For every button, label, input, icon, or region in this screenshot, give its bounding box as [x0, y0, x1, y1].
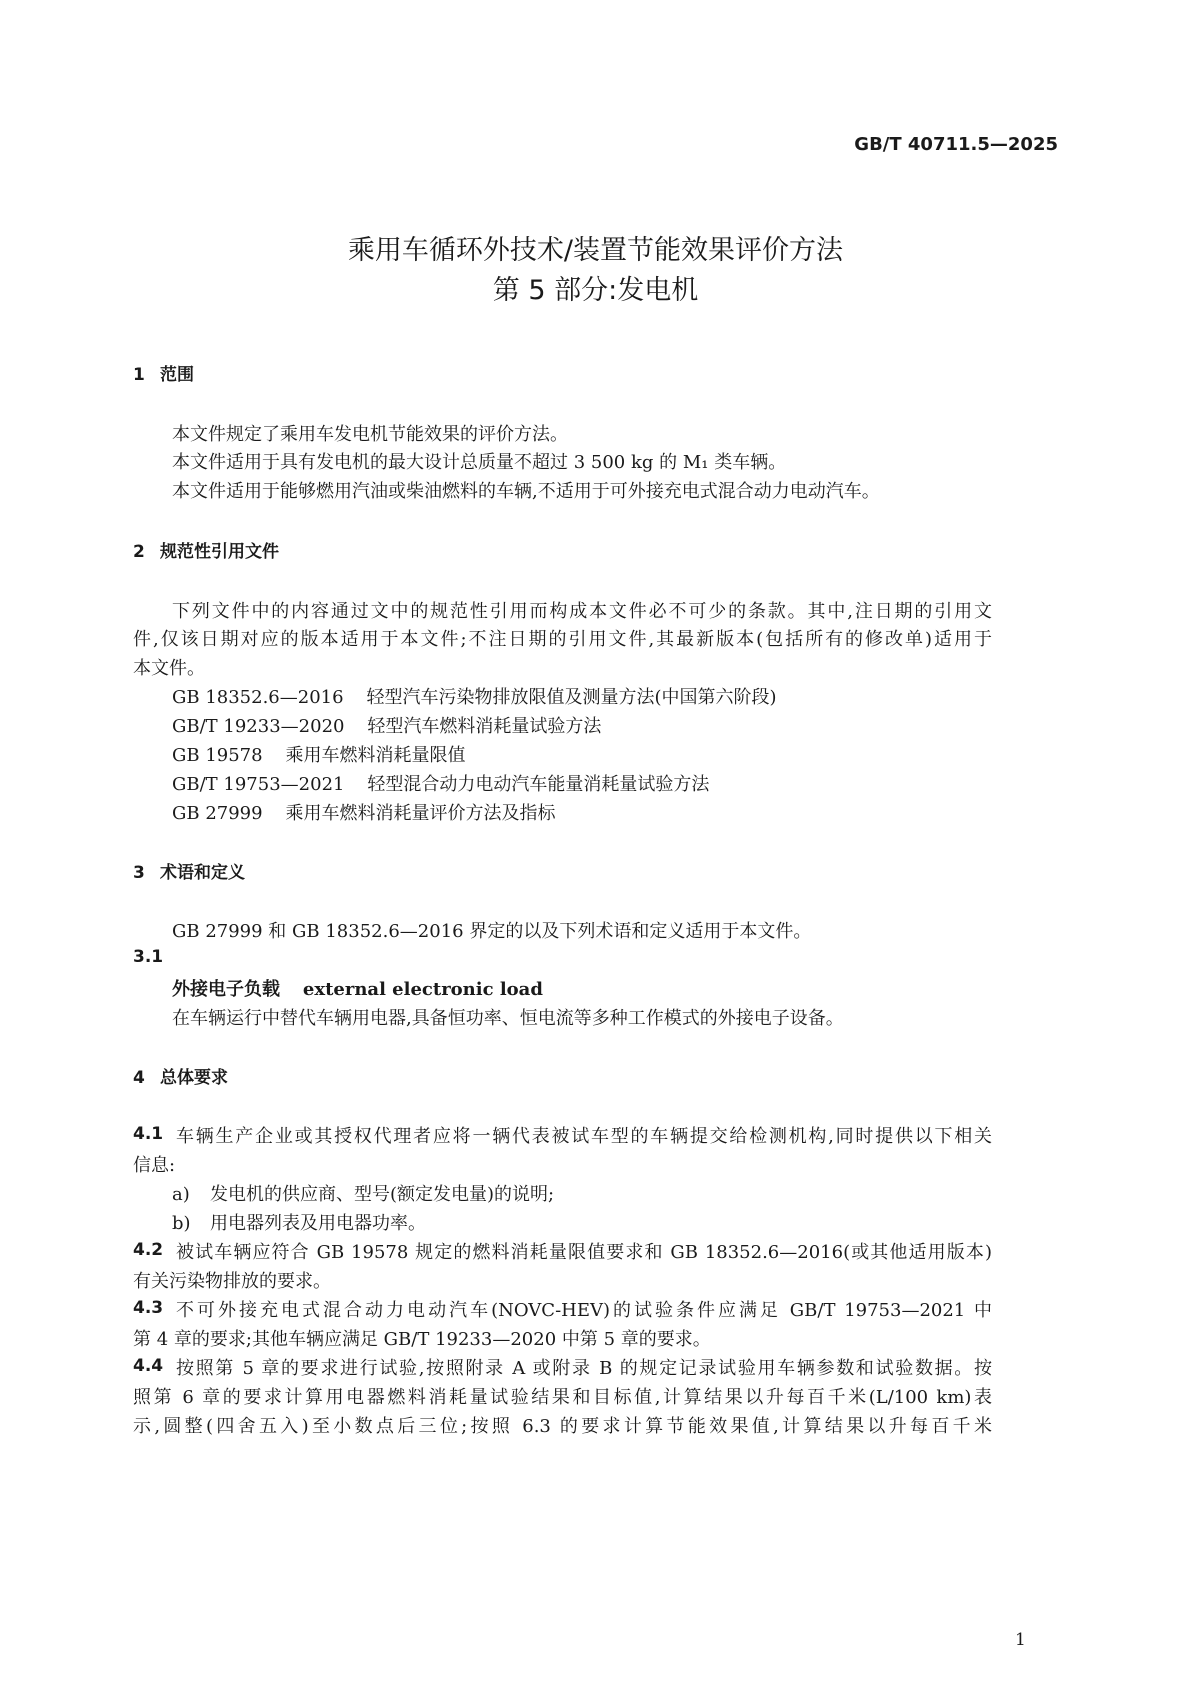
paragraph: 车辆生产企业或其授权代理者应将一辆代表被试车型的车辆提交给检测机构,同时提供以下相关 [176, 1126, 992, 1147]
reference-item [172, 741, 465, 767]
reference-item [172, 683, 777, 709]
paragraph: 有关污染物排放的要求。 [133, 1271, 331, 1292]
paragraph: 按照第 5 章的要求进行试验,按照附录 A 或附录 B 的规定记录试验用车辆参数和试验数据。按 [176, 1358, 992, 1379]
section-number: 2 [133, 542, 145, 562]
section-number: 4 [133, 1068, 145, 1088]
paragraph: 本文件适用于能够燃用汽油或柴油燃料的车辆,不适用于可外接充电式混合动力电动汽车。 [172, 481, 880, 502]
paragraph: 信息: [133, 1155, 176, 1176]
section-3-heading [133, 858, 245, 883]
section-2-heading [133, 537, 279, 562]
section-4-heading [133, 1063, 228, 1088]
term-number: 3.1 [133, 947, 164, 967]
section-title: 总体要求 [160, 1068, 228, 1088]
term-entry [172, 975, 543, 1001]
list-text: 用电器列表及用电器功率。 [210, 1213, 426, 1234]
clause-number: 4.3 [133, 1298, 164, 1318]
reference-title: 乘用车燃料消耗量评价方法及指标 [285, 803, 556, 824]
list-item [172, 1180, 554, 1206]
section-1-heading [133, 360, 194, 385]
paragraph: 不可外接充电式混合动力电动汽车(NOVC-HEV)的试验条件应满足 GB/T 19753—2021 中 [176, 1300, 992, 1321]
paragraph: GB 27999 和 GB 18352.6—2016 界定的以及下列术语和定义适用于本文件。 [172, 921, 812, 942]
term-english: external electronic load [302, 979, 543, 1000]
section-number: 1 [133, 365, 145, 385]
standard-number: GB/T 40711.5—2025 [854, 134, 1058, 155]
document-subtitle: 第 5 部分:发电机 [492, 275, 699, 306]
reference-title: 轻型混合动力电动汽车能量消耗量试验方法 [367, 774, 710, 795]
document-title: 乘用车循环外技术/装置节能效果评价方法 [347, 235, 844, 266]
term-definition: 在车辆运行中替代车辆用电器,具备恒功率、恒电流等多种工作模式的外接电子设备。 [172, 1008, 844, 1029]
paragraph: 示,圆整(四舍五入)至小数点后三位;按照 6.3 的要求计算节能效果值,计算结果以升每百千米 [133, 1416, 992, 1437]
reference-code: GB/T 19753—2021 [172, 774, 345, 795]
paragraph: 本文件适用于具有发电机的最大设计总质量不超过 3 500 kg 的 M₁ 类车辆。 [172, 452, 787, 473]
paragraph: 下列文件中的内容通过文中的规范性引用而构成本文件必不可少的条款。其中,注日期的引用文 [172, 601, 992, 622]
page-number: 1 [1015, 1630, 1026, 1650]
section-title: 规范性引用文件 [160, 542, 279, 562]
reference-code: GB 19578 [172, 745, 263, 766]
reference-title: 乘用车燃料消耗量限值 [285, 745, 466, 766]
paragraph: 本文件规定了乘用车发电机节能效果的评价方法。 [172, 424, 568, 445]
reference-title: 轻型汽车燃料消耗量试验方法 [367, 716, 602, 737]
paragraph: 件,仅该日期对应的版本适用于本文件;不注日期的引用文件,其最新版本(包括所有的修改单)适用于 [133, 629, 992, 650]
reference-code: GB 18352.6—2016 [172, 687, 344, 708]
section-title: 范围 [160, 365, 194, 385]
reference-item [172, 712, 601, 738]
reference-code: GB/T 19233—2020 [172, 716, 345, 737]
clause-number: 4.2 [133, 1240, 164, 1260]
paragraph: 被试车辆应符合 GB 19578 规定的燃料消耗量限值要求和 GB 18352.6—2016(或其他适用版本) [176, 1242, 992, 1263]
reference-item [172, 799, 555, 825]
reference-code: GB 27999 [172, 803, 263, 824]
list-marker: b) [172, 1213, 191, 1234]
clause-number: 4.1 [133, 1124, 164, 1144]
clause-number: 4.4 [133, 1356, 164, 1376]
paragraph: 照第 6 章的要求计算用电器燃料消耗量试验结果和目标值,计算结果以升每百千米(L/100 km)表 [133, 1387, 992, 1408]
paragraph: 第 4 章的要求;其他车辆应满足 GB/T 19233—2020 中第 5 章的要求。 [133, 1329, 711, 1350]
reference-item [172, 770, 709, 796]
term-chinese: 外接电子负载 [172, 979, 280, 1000]
list-marker: a) [172, 1184, 190, 1205]
paragraph: 本文件。 [133, 658, 205, 679]
list-item [172, 1209, 426, 1235]
section-number: 3 [133, 863, 145, 883]
reference-title: 轻型汽车污染物排放限值及测量方法(中国第六阶段) [366, 687, 777, 708]
section-title: 术语和定义 [160, 863, 245, 883]
list-text: 发电机的供应商、型号(额定发电量)的说明; [210, 1184, 555, 1205]
